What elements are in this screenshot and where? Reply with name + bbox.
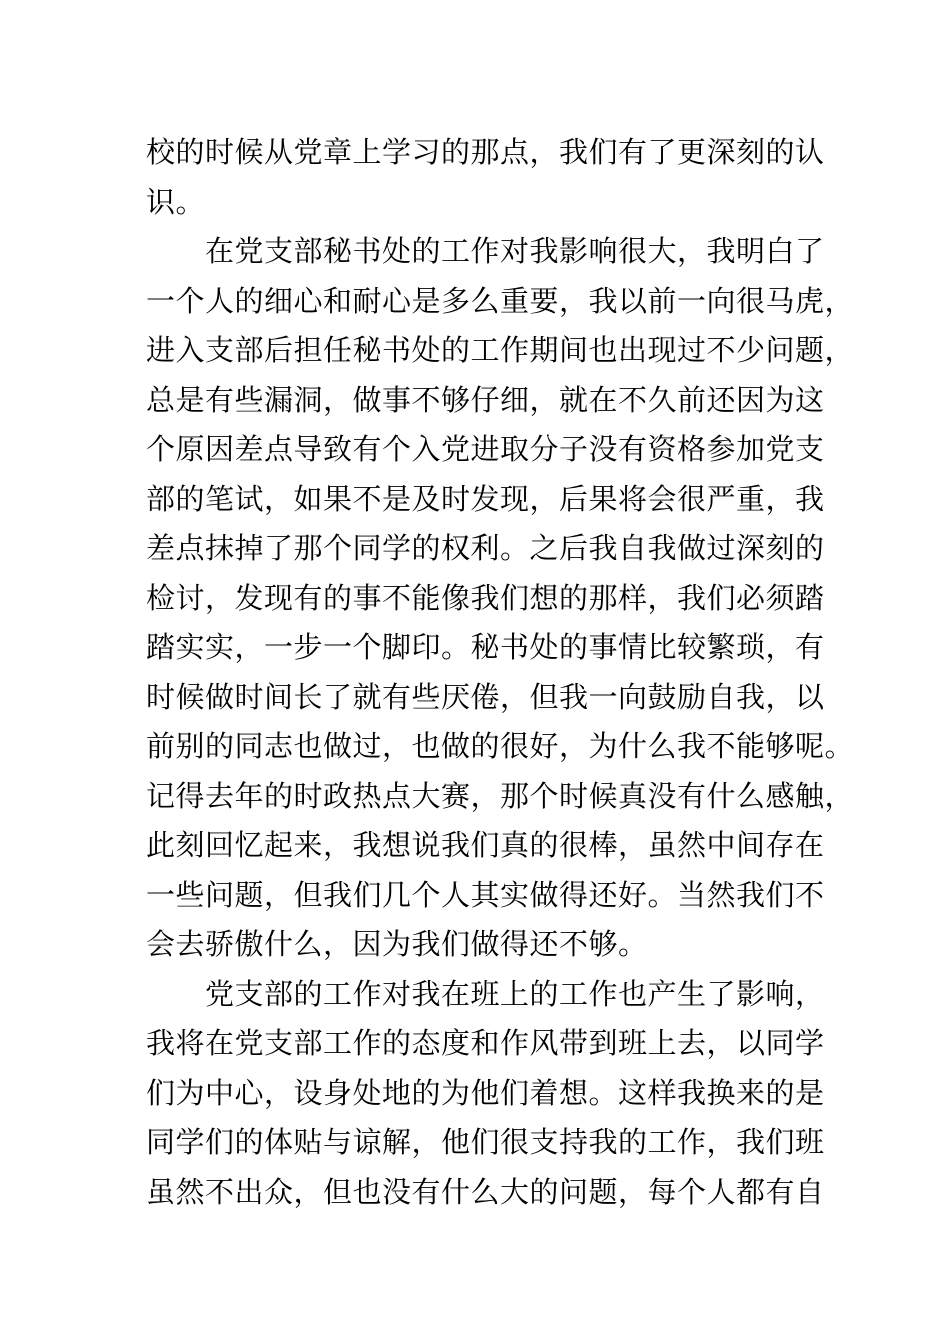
text-line: 个原因差点导致有个入党进取分子没有资格参加党支 [146, 432, 825, 466]
text-line: 部的笔试，如果不是及时发现，后果将会很严重，我 [146, 481, 825, 516]
body-text [146, 128, 855, 1217]
text-line: 一些问题，但我们几个人其实做得还好。当然我们不 [146, 877, 825, 912]
text-line: 党支部的工作对我在班上的工作也产生了影响， [146, 976, 825, 1011]
text-line: 此刻回忆起来，我想说我们真的很棒，虽然中间存在 [146, 828, 825, 862]
text-line: 记得去年的时政热点大赛，那个时候真没有什么感触， [146, 778, 855, 813]
text-line: 会去骄傲什么，因为我们做得还不够。 [146, 927, 648, 961]
text-line: 差点抹掉了那个同学的权利。之后我自我做过深刻的 [146, 531, 825, 565]
text-line: 在党支部秘书处的工作对我影响很大，我明白了 [146, 234, 825, 268]
text-line: 虽然不出众，但也没有什么大的问题，每个人都有自 [146, 1174, 825, 1209]
text-line: 时候做时间长了就有些厌倦，但我一向鼓励自我，以 [146, 679, 825, 714]
text-line: 总是有些漏洞，做事不够仔细，就在不久前还因为这 [146, 382, 825, 417]
text-line: 校的时候从党章上学习的那点，我们有了更深刻的认 [146, 135, 825, 169]
text-line: 进入支部后担任秘书处的工作期间也出现过不少问题， [146, 333, 855, 367]
text-line: 同学们的体贴与谅解，他们很支持我的工作，我们班 [146, 1125, 825, 1159]
text-line: 们为中心，设身处地的为他们着想。这样我换来的是 [146, 1075, 825, 1110]
text-line: 一个人的细心和耐心是多么重要，我以前一向很马虎， [146, 283, 855, 318]
text-line: 前别的同志也做过，也做的很好，为什么我不能够呢。 [146, 729, 855, 763]
text-line: 识。 [146, 184, 206, 219]
text-line: 踏实实，一步一个脚印。秘书处的事情比较繁琐，有 [146, 630, 825, 664]
text-line: 我将在党支部工作的态度和作风带到班上去，以同学 [146, 1026, 825, 1060]
text-line: 检讨，发现有的事不能像我们想的那样，我们必须踏 [146, 580, 825, 615]
